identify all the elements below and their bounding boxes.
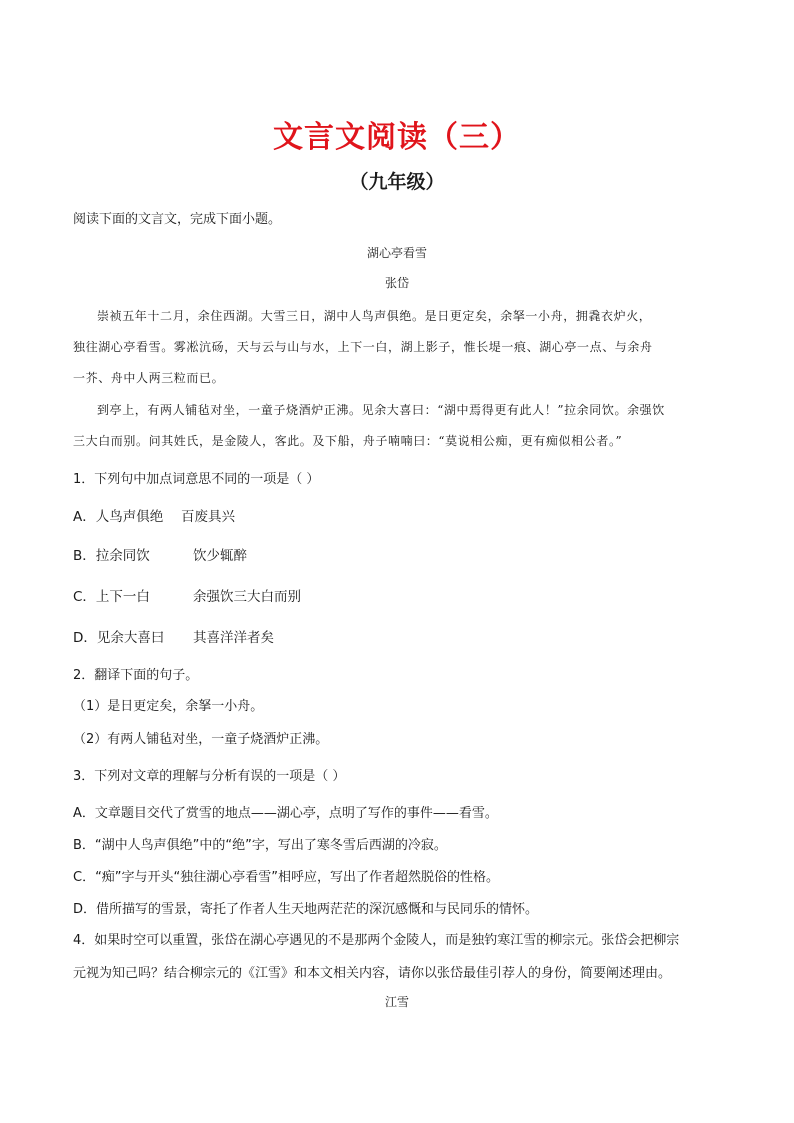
passage-author: 张岱 [384,276,409,290]
passage-para2-line2: 三大白而别。问其姓氏，是金陵人，客此。及下船，舟子喃喃曰：“莫说相公痴，更有痴似相公者。” [73,434,623,448]
q1-option-c-label: C．上下一白 [73,589,150,605]
q1-option-b [73,544,247,564]
passage-para1-line1: 崇祯五年十二月，余住西湖。大雪三日，湖中人鸟声俱绝。是日更定矣，余拏一小舟，拥毳衣炉火， [97,309,652,323]
passage-title: 湖心亭看雪 [366,246,427,260]
q1-option-d-pair: 其喜洋洋者矣 [193,630,274,646]
q1-option-d [73,626,274,646]
passage-para1-line2: 独往湖心亭看雪。雾凇沆砀，天与云与山与水，上下一白，湖上影子，惟长堤一痕、湖心亭一点、与余舟 [73,340,653,354]
grade-label: （九年级） [349,171,445,193]
q2-item-1: （1）是日更定矣，余拏一小舟。 [73,699,264,714]
q1-stem: 1．下列句中加点词意思不同的一项是（ ） [73,472,320,487]
q1-option-b-label: B．拉余同饮 [73,548,150,564]
q1-option-a [73,505,235,525]
q3-option-d: D．借所描写的雪景，寄托了作者人生天地两茫茫的深沉感慨和与民同乐的情怀。 [73,902,539,917]
q4-line-1: 4．如果时空可以重置，张岱在湖心亭遇见的不是那两个金陵人，而是独钓寒江雪的柳宗元。张岱会把柳宗 [73,933,680,948]
poem-title: 江雪 [384,995,409,1009]
q1-option-b-pair: 饮少辄醉 [193,548,247,564]
q1-option-a-label: A．人鸟声俱绝 [73,509,164,525]
q3-option-a: A．文章题目交代了赏雪的地点——湖心亭，点明了写作的事件——看雪。 [73,806,498,821]
q2-stem: 2．翻译下面的句子。 [73,668,199,683]
q3-stem: 3．下列对文章的理解与分析有误的一项是（ ） [73,769,346,784]
q1-option-c-pair: 余强饮三大白而别 [193,589,301,605]
passage-para2-line1: 到亭上，有两人铺毡对坐，一童子烧酒炉正沸。见余大喜曰：“湖中焉得更有此人！”拉余同饮。余强饮 [97,403,665,417]
page-title: 文言文阅读（三） [273,120,521,155]
q1-option-a-pair: 百废具兴 [181,509,235,525]
q1-option-c [73,585,301,605]
passage-para1-line3: 一芥、舟中人两三粒而已。 [73,371,225,385]
q3-option-b: B．“湖中人鸟声俱绝”中的“绝”字，写出了寒冬雪后西湖的冷寂。 [73,838,447,853]
instruction-text: 阅读下面的文言文，完成下面小题。 [73,212,282,227]
q1-option-d-label: D．见余大喜曰 [73,630,165,646]
q3-option-c: C．“痴”字与开头“独往湖心亭看雪”相呼应，写出了作者超然脱俗的性格。 [73,870,500,885]
q2-item-2: （2）有两人铺毡对坐，一童子烧酒炉正沸。 [73,732,329,747]
q4-line-2: 元视为知己吗？结合柳宗元的《江雪》和本文相关内容，请你以张岱最佳引荐人的身份，简要阐述理由。 [73,966,672,981]
